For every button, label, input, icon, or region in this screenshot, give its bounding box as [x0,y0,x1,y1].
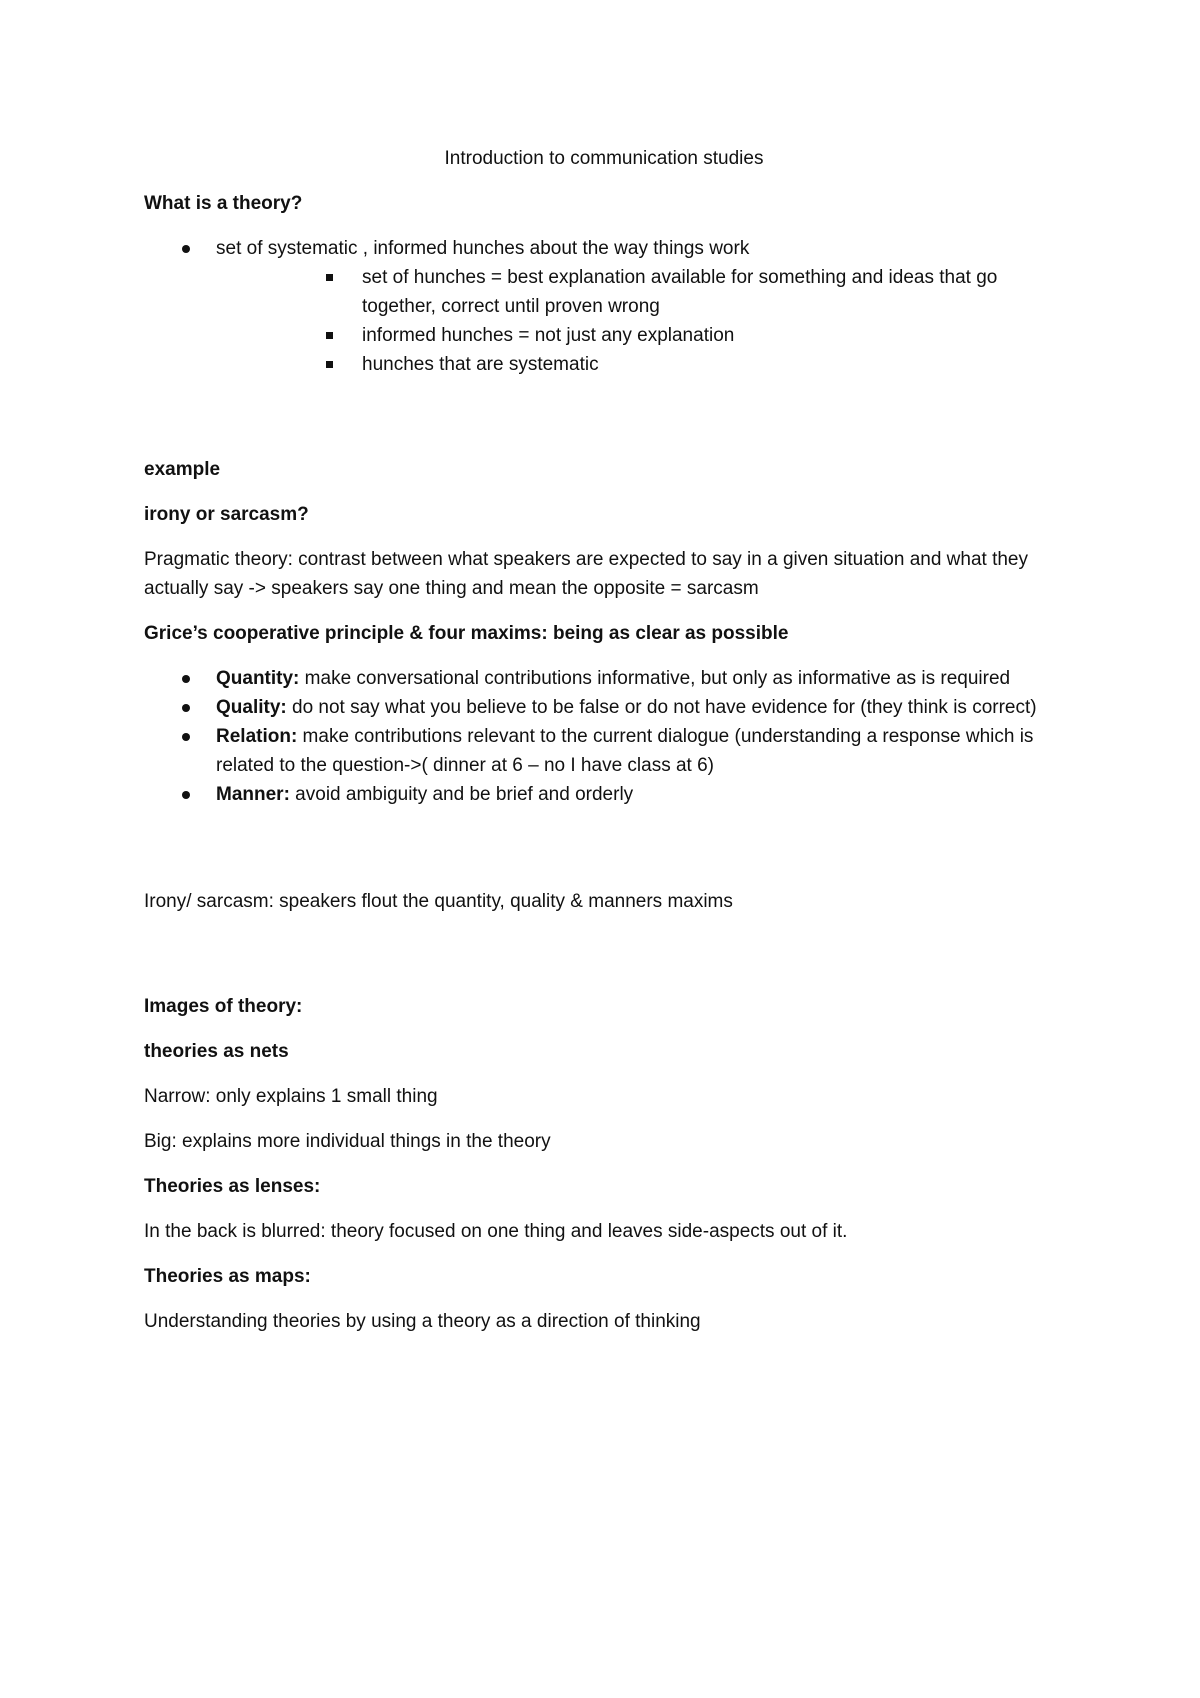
maxim-label: Manner: [216,784,290,805]
sub-item-text: informed hunches = not just any explanation [362,325,735,346]
maxim-text: avoid ambiguity and be brief and orderly [289,784,634,805]
list-item [144,234,1064,379]
heading-example: example [144,459,221,480]
maxims-list [144,664,1064,809]
maxim-label: Relation: [216,726,298,747]
heading-theories-as-maps: Theories as maps: [144,1266,311,1287]
bullet-icon [182,704,190,712]
maps-line: Understanding theories by using a theory as a direction of thinking [144,1311,701,1332]
maxim-label: Quality: [216,697,287,718]
document-body [144,144,1064,1352]
square-bullet-icon [326,332,333,339]
heading-what-is-theory: What is a theory? [144,193,303,214]
heading-grice: Grice’s cooperative principle & four maxims: being as clear as possible [144,623,789,644]
big-line: Big: explains more individual things in the theory [144,1131,551,1152]
maxim-text: do not say what you believe to be false or do not have evidence for (they think is correct) [286,697,1037,718]
bullet-icon [182,733,190,741]
sub-item-text: set of hunches = best explanation available for something and ideas that go together, correct until proven wrong [362,267,998,317]
heading-theories-as-nets: theories as nets [144,1041,289,1062]
maxim-text: make conversational contributions informative, but only as informative as is required [299,668,1011,689]
pragmatic-theory-paragraph: Pragmatic theory: contrast between what speakers are expected to say in a given situation and what they actually say -> speakers say one thing and mean the opposite = sarcasm [144,549,1029,599]
bullet-text: set of systematic , informed hunches about the way things work [216,238,750,259]
sub-list-item [362,321,1064,350]
irony-sarcasm-line: Irony/ sarcasm: speakers flout the quantity, quality & manners maxims [144,891,733,912]
document-title: Introduction to communication studies [444,148,764,169]
heading-images-of-theory: Images of theory: [144,996,303,1017]
sub-item-text: hunches that are systematic [362,354,599,375]
list-item [144,664,1064,693]
sub-list-item [362,263,1064,321]
theory-bullet-list [144,234,1064,379]
square-bullet-icon [326,274,333,281]
narrow-line: Narrow: only explains 1 small thing [144,1086,438,1107]
list-item [144,780,1064,809]
sub-list [216,263,1064,379]
sub-list-item [362,350,1064,379]
bullet-icon [182,245,190,253]
bullet-icon [182,791,190,799]
lenses-line: In the back is blurred: theory focused on one thing and leaves side-aspects out of it. [144,1221,848,1242]
heading-theories-as-lenses: Theories as lenses: [144,1176,321,1197]
maxim-label: Quantity: [216,668,300,689]
square-bullet-icon [326,361,333,368]
heading-irony-or-sarcasm: irony or sarcasm? [144,504,309,525]
list-item [144,693,1064,722]
maxim-text: make contributions relevant to the current dialogue (understanding a response which is related to the question->( dinner at 6 – no I have class at 6) [216,726,1034,776]
list-item [144,722,1064,780]
bullet-icon [182,675,190,683]
